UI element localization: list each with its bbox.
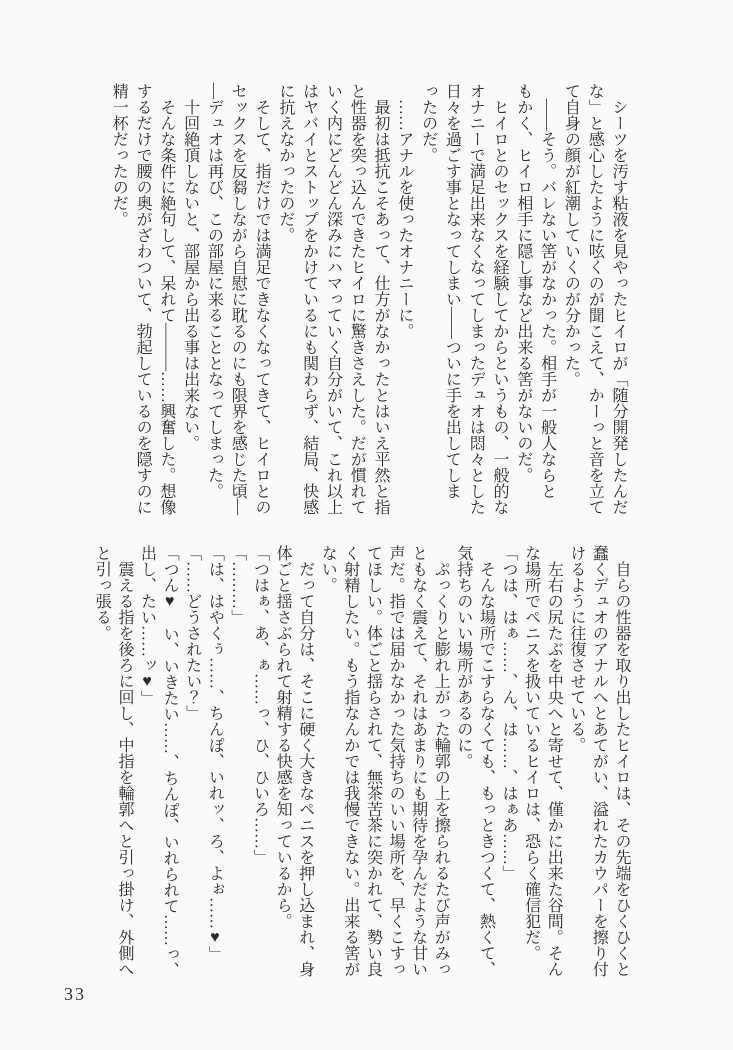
text-column: はヤバイとストップをかけているにも関わらず、結局、快感 [300,83,318,515]
text-column: オナニーで満足出来なくなってしまったデュオは悶々とした [467,83,485,515]
text-column: ……アナルを使ったオナニーに。 [395,83,413,339]
text-column: 蠢くデュオのアナルへとあてがい、溢れたカウパーを擦り付 [590,545,608,977]
text-column: するだけで腰の奥がざわついて、勃起しているのを隠すのに [134,83,152,515]
text-column: と性器を突っ込んできたヒイロに驚きさえした。だが慣れて [348,83,366,515]
text-column: 日々を過ごす事となってしまい――ついに手を出してしま [443,83,461,499]
text-column: 自らの性器を取り出したヒイロは、その先端をひくひくと [613,545,630,977]
text-column: 出し、たい……ッ♥」 [138,545,156,706]
text-column: ともなく震えて、それはあまりにも期待を孕んだような甘い [409,545,427,977]
text-column: 左右の尻たぶを中央へと寄せて、僅かに出来た谷間。そん [545,545,563,977]
text-column: けるように往復させている。 [567,545,585,753]
text-column: ――そう。バレない筈がなかった。相手が一般人ならと [538,83,556,499]
text-column: ぷっくりと膨れ上がった輪郭の上を擦られるたび声がみっ [432,545,450,977]
text-column: ったのだ。 [419,83,437,163]
text-column: 「つん♥ い、いきたい……、ちんぽ、いれられて……っ、 [161,545,179,978]
text-column: シーツを汚す粘液を見やったヒイロが「随分開発したんだ [610,83,627,515]
text-column: て自身の顔が紅潮していくのが分かった。 [562,83,580,387]
text-column: な」と感心したように呟くのが聞こえて、かーっと音を立て [586,83,604,515]
text-block-bottom [90,545,632,981]
text-column: そんな条件に絶句して、呆れて―――……興奮した。想像 [157,83,175,515]
text-column: 気持ちのいい場所があるのに。 [454,545,472,769]
text-column: く射精したい。もう指なんかでは我慢できない。出来る筈が [341,545,359,977]
text-column: そんな場所でこすらなくても、もっときつくて、熱くて、 [477,545,495,977]
text-column: いく内にどんどん深みにハマっていく自分がいて、これ以上 [324,83,342,515]
text-column: ヒイロとのセックスを経験してからというもの、一般的な [491,83,509,515]
text-column: に抗えなかったのだ。 [276,83,294,243]
text-column: 「は、はやくぅ……、ちんぽ、いれッ、ろ、よぉ……♥」 [206,545,224,962]
text-column: てほしい。体ごと揺らされて、無茶苦茶に突かれて、勢い良 [364,545,382,977]
text-column: ―デュオは再び、この部屋に来ることとなってしまった。 [205,83,223,499]
text-column: 「つは、はぁ……、ん、は……、はぁあ……」 [500,545,518,881]
text-column: もかく、ヒイロ相手に隠し事など出来る筈がないのだ。 [514,83,532,483]
text-block-top [106,83,630,519]
text-column: だって自分は、そこに硬く大きなペニスを押し込まれ、身 [296,545,314,977]
text-column: 「つはぁ、あ、ぁ……っ、ひ、ひいろ……」 [251,545,269,865]
text-column: セックスを反芻しながら自慰に耽るのにも限界を感じた頃― [229,83,247,515]
text-column: 体ごと揺さぶられて射精する快感を知っているから。 [274,545,292,929]
text-column: と引っ張る。 [93,545,111,641]
text-column: ない。 [319,545,337,593]
text-column: 精一杯だったのだ。 [110,83,128,227]
text-column: 「………」 [228,545,246,625]
text-column: 十回絶頂しないと、部屋から出る事は出来ない。 [181,83,199,451]
page-number: 33 [64,984,86,1004]
text-column: 最初は抵抗こそあって、仕方がなかったとはいえ平然と指 [372,83,390,515]
text-column: 声だ。指では届かなかった気持ちのいい場所を、早くこすっ [387,545,405,977]
text-column: 「……どうされたい？」 [183,545,201,721]
text-column: そして、指だけでは満足できなくなってきて、ヒイロとの [253,83,271,515]
text-column: 震える指を後ろに回し、中指を輪郭へと引っ掛け、外側へ [115,545,133,977]
text-column: な場所でペニスを扱いているヒイロは、恐らく確信犯だ。 [522,545,540,961]
